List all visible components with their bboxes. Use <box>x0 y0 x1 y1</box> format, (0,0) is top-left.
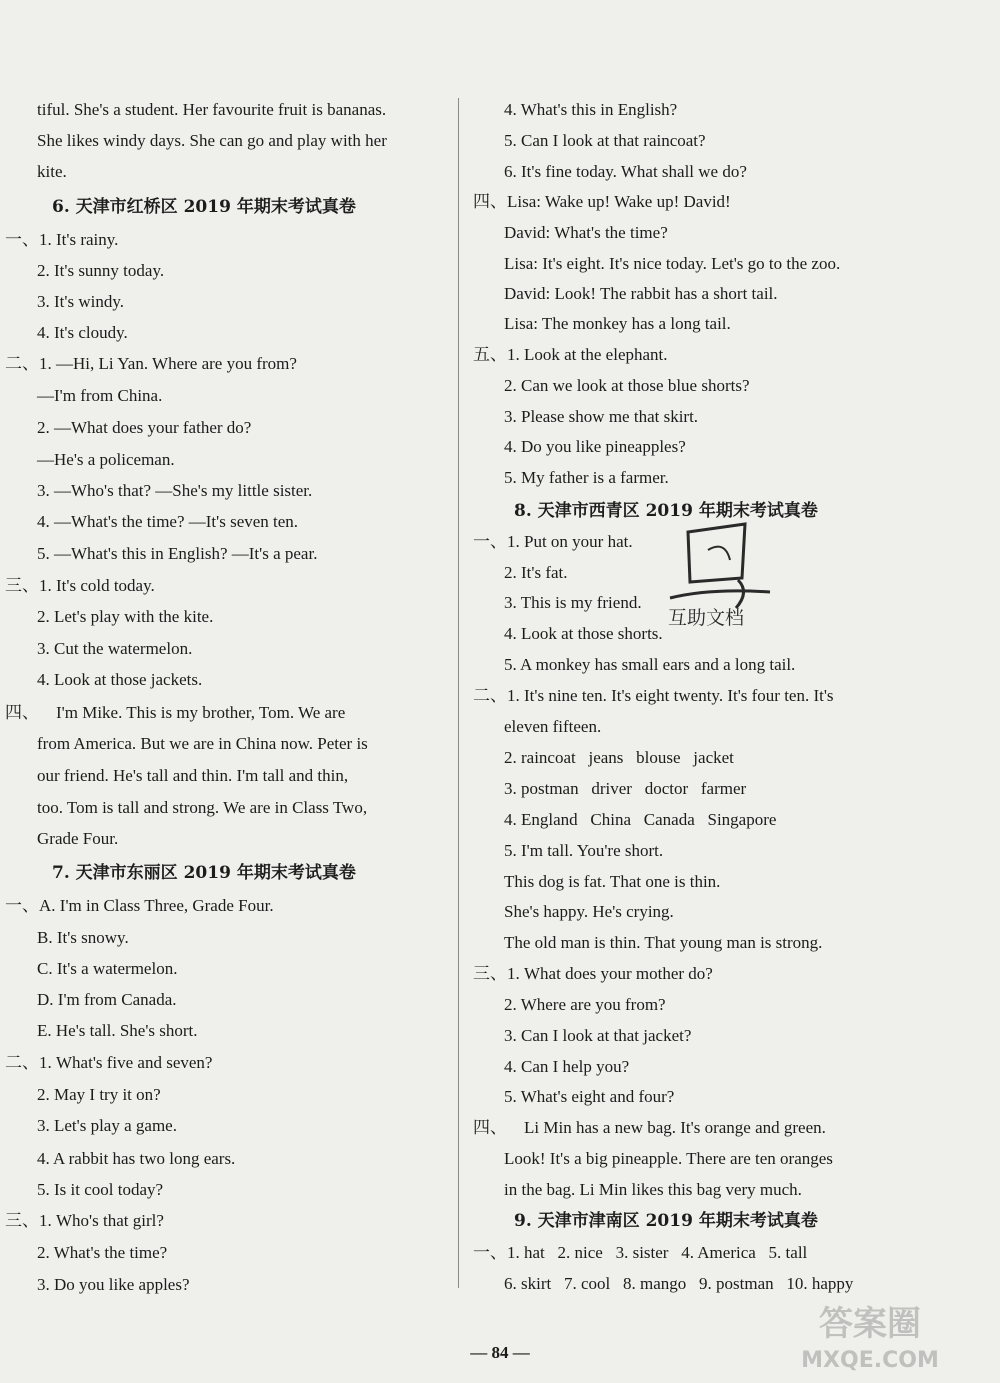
text-line: 2. Let's play with the kite. <box>37 607 214 626</box>
text-line: 2. —What does your father do? <box>37 418 252 437</box>
text-line: 3. Cut the watermelon. <box>37 639 193 658</box>
text-line: This dog is fat. That one is thin. <box>504 872 721 891</box>
column-divider <box>458 98 459 1288</box>
text-line: 五、1. Look at the elephant. <box>473 345 668 364</box>
text-line: 2. May I try it on? <box>37 1085 161 1104</box>
text-line: 三、1. Who's that girl? <box>5 1211 164 1230</box>
text-line: 三、1. It's cold today. <box>5 576 155 595</box>
text-line: 3. It's windy. <box>37 292 124 311</box>
text-line: 4. Look at those shorts. <box>504 624 663 643</box>
section-heading: 6. 天津市红桥区 2019 年期末考试真卷 <box>52 197 356 217</box>
text-line: 3. Let's play a game. <box>37 1116 177 1135</box>
text-line: David: What's the time? <box>504 223 668 242</box>
text-line: 二、1. What's five and seven? <box>5 1053 213 1072</box>
text-line: 2. It's sunny today. <box>37 261 165 280</box>
text-line: 4. It's cloudy. <box>37 323 128 342</box>
text-line: 二、1. —Hi, Li Yan. Where are you from? <box>5 354 297 373</box>
text-line: 四、Lisa: Wake up! Wake up! David! <box>473 192 731 211</box>
section-heading: 9. 天津市津南区 2019 年期末考试真卷 <box>514 1211 818 1231</box>
text-line: 5. My father is a farmer. <box>504 468 669 487</box>
section-heading: 7. 天津市东丽区 2019 年期末考试真卷 <box>52 863 356 883</box>
text-line: She likes windy days. She can go and play with her <box>37 131 387 150</box>
text-line: 4. A rabbit has two long ears. <box>37 1149 236 1168</box>
text-line: E. He's tall. She's short. <box>37 1021 198 1040</box>
text-line: D. I'm from Canada. <box>37 990 177 1009</box>
text-line: 4. Can I help you? <box>504 1057 630 1076</box>
text-line: 3. Do you like apples? <box>37 1275 190 1294</box>
text-line: 四、 I'm Mike. This is my brother, Tom. We are <box>5 703 346 722</box>
text-line: 3. postman driver doctor farmer <box>504 779 747 798</box>
text-line: 一、1. hat 2. nice 3. sister 4. America 5. tall <box>473 1243 808 1262</box>
text-line: 5. I'm tall. You're short. <box>504 841 664 860</box>
text-line: Grade Four. <box>37 829 119 848</box>
section-heading: 8. 天津市西青区 2019 年期末考试真卷 <box>514 501 818 521</box>
text-line: Lisa: It's eight. It's nice today. Let's go to the zoo. <box>504 254 841 273</box>
text-line: 三、1. What does your mother do? <box>473 964 713 983</box>
text-line: 二、1. It's nine ten. It's eight twenty. It's four ten. It's <box>473 686 834 705</box>
watermark <box>750 1295 990 1375</box>
text-line: 2. What's the time? <box>37 1243 168 1262</box>
text-line: 一、A. I'm in Class Three, Grade Four. <box>5 896 274 915</box>
text-line: eleven fifteen. <box>504 717 602 736</box>
text-line: 2. raincoat jeans blouse jacket <box>504 748 734 767</box>
text-line: 2. Where are you from? <box>504 995 666 1014</box>
text-line: 6. skirt 7. cool 8. mango 9. postman 10. happy <box>504 1274 854 1293</box>
text-line: —I'm from China. <box>37 386 163 405</box>
watermark-url: MXQE.COM <box>801 1348 939 1373</box>
handwritten-stamp <box>650 520 790 630</box>
text-line: 5. —What's this in English? —It's a pear. <box>37 544 318 563</box>
text-line: our friend. He's tall and thin. I'm tall and thin, <box>37 766 349 785</box>
text-line: Look! It's a big pineapple. There are ten oranges <box>504 1149 833 1168</box>
text-line: 6. It's fine today. What shall we do? <box>504 162 747 181</box>
stamp-text: 互助文档 <box>668 607 745 629</box>
text-line: 四、 Li Min has a new bag. It's orange and green. <box>473 1118 826 1137</box>
text-line: The old man is thin. That young man is strong. <box>504 933 823 952</box>
text-line: 3. Can I look at that jacket? <box>504 1026 692 1045</box>
text-line: 4. What's this in English? <box>504 100 678 119</box>
text-line: kite. <box>37 162 67 181</box>
text-line: 4. Look at those jackets. <box>37 670 203 689</box>
page-number: — 84 — <box>470 1343 530 1362</box>
text-line: 4. England China Canada Singapore <box>504 810 777 829</box>
text-line: David: Look! The rabbit has a short tail. <box>504 284 778 303</box>
watermark-title: 答案圈 <box>819 1304 921 1344</box>
text-line: B. It's snowy. <box>37 928 129 947</box>
text-line: in the bag. Li Min likes this bag very much. <box>504 1180 802 1199</box>
text-line: 4. Do you like pineapples? <box>504 437 686 456</box>
text-line: 3. —Who's that? —She's my little sister. <box>37 481 313 500</box>
text-line: Lisa: The monkey has a long tail. <box>504 314 731 333</box>
text-line: 2. Can we look at those blue shorts? <box>504 376 750 395</box>
text-line: 3. Please show me that skirt. <box>504 407 699 426</box>
text-line: 3. This is my friend. <box>504 593 642 612</box>
text-line: 2. It's fat. <box>504 563 568 582</box>
text-line: 4. —What's the time? —It's seven ten. <box>37 512 299 531</box>
text-line: She's happy. He's crying. <box>504 902 674 921</box>
text-line: too. Tom is tall and strong. We are in Class Two, <box>37 798 368 817</box>
text-line: tiful. She's a student. Her favourite fruit is bananas. <box>37 100 387 119</box>
text-line: —He's a policeman. <box>37 450 175 469</box>
text-line: C. It's a watermelon. <box>37 959 178 978</box>
text-line: 一、1. It's rainy. <box>5 230 119 249</box>
text-line: 5. A monkey has small ears and a long tail. <box>504 655 796 674</box>
text-line: 5. What's eight and four? <box>504 1087 675 1106</box>
text-line: 5. Is it cool today? <box>37 1180 164 1199</box>
text-line: 一、1. Put on your hat. <box>473 532 633 551</box>
text-line: 5. Can I look at that raincoat? <box>504 131 706 150</box>
text-line: from America. But we are in China now. Peter is <box>37 734 368 753</box>
